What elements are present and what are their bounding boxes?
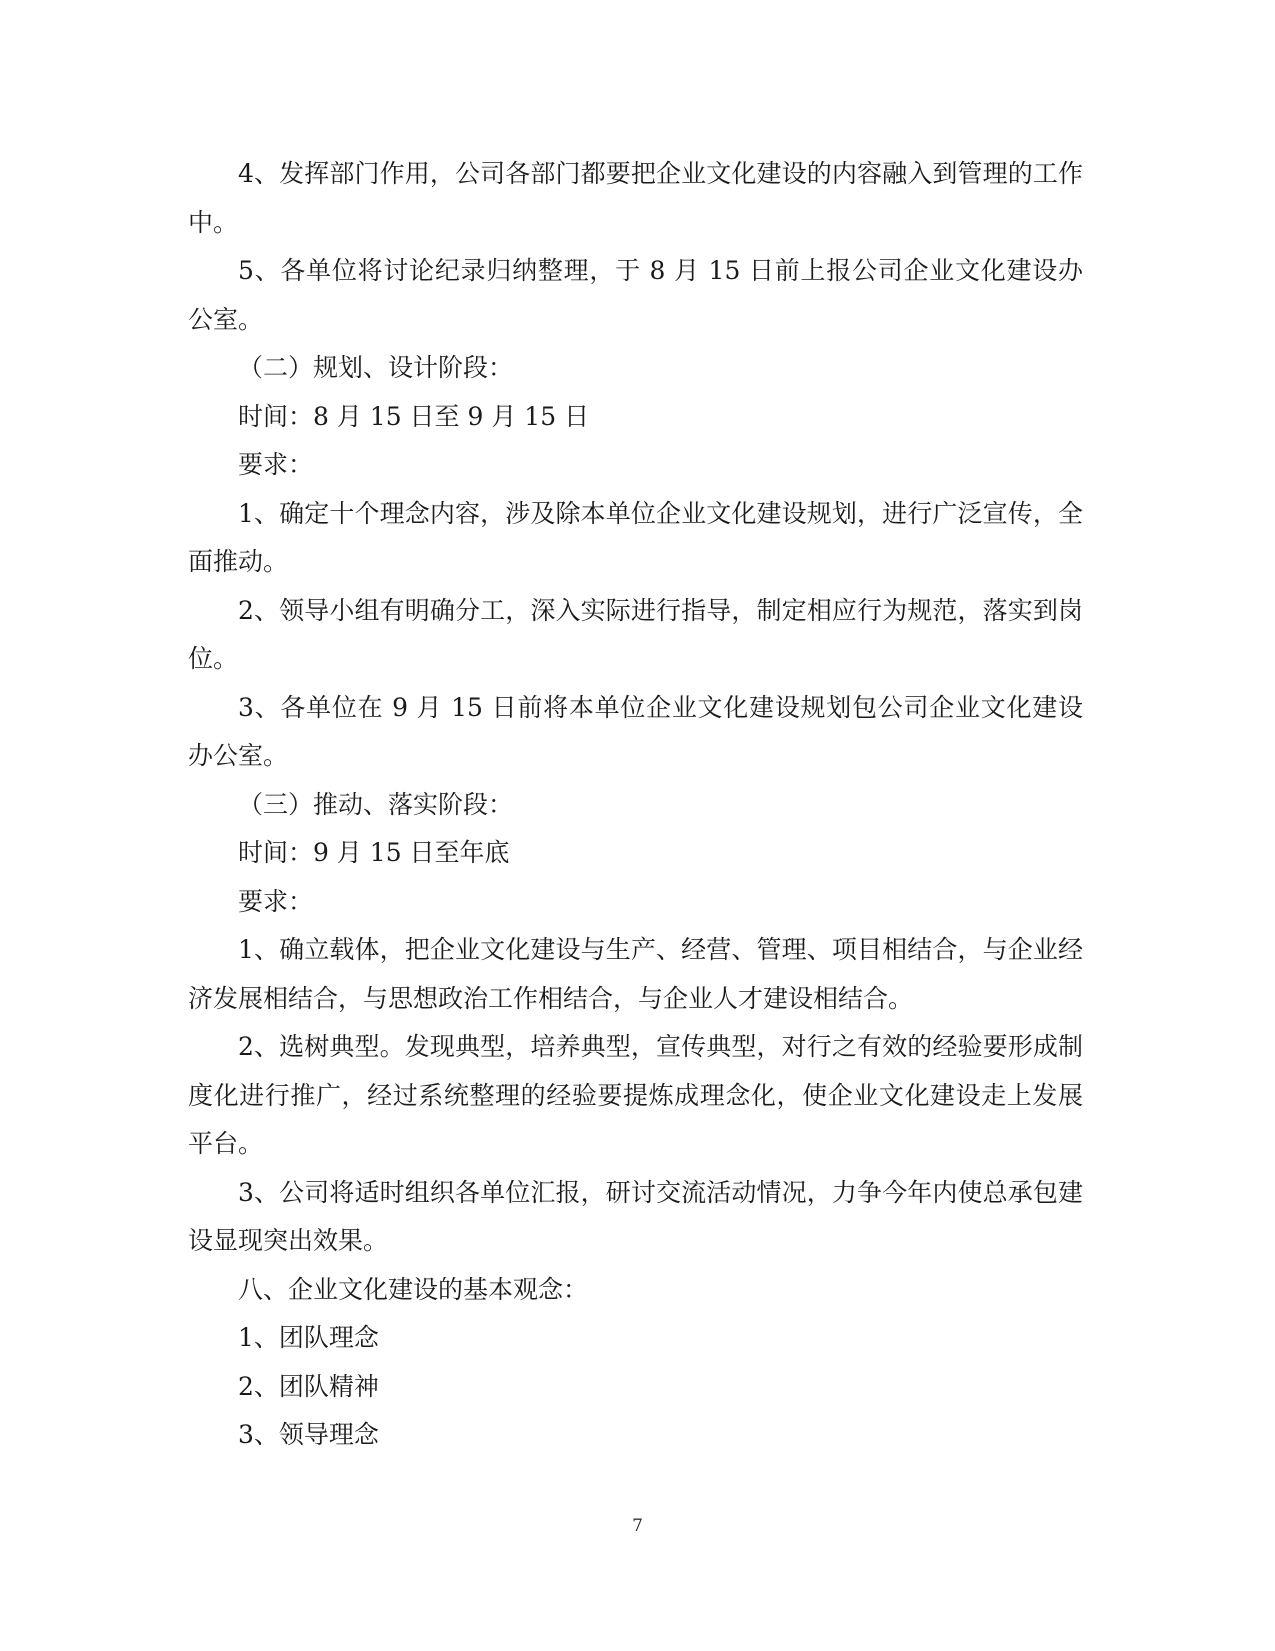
paragraph-planning-time: 时间：8 月 15 日至 9 月 15 日 — [238, 401, 590, 431]
paragraph-implementation-req-2: 2、选树典型。发现典型，培养典型，宣传典型，对行之有效的经验要形成制度化进行推广，经过系统整理的经验要提炼成理念化，使企业文化建设走上发展平台。 — [188, 1032, 1083, 1158]
paragraph-implementation-req-3: 3、公司将适时组织各单位汇报，研讨交流活动情况，力争今年内使总承包建设显现突出效果。 — [188, 1177, 1083, 1255]
document-body — [188, 150, 1083, 1460]
paragraph-dept-role: 4、发挥部门作用，公司各部门都要把企业文化建设的内容融入到管理的工作中。 — [188, 159, 1083, 237]
section-heading-basic-concepts: 八、企业文化建设的基本观念： — [238, 1274, 589, 1304]
paragraph-implementation-requirements-label: 要求： — [238, 886, 314, 916]
paragraph-planning-req-3: 3、各单位在 9 月 15 日前将本单位企业文化建设规划包公司企业文化建设办公室。 — [188, 692, 1083, 770]
paragraph-planning-req-1: 1、确定十个理念内容，涉及除本单位企业文化建设规划，进行广泛宣传，全面推动。 — [188, 498, 1083, 576]
page-number: 7 — [632, 1516, 643, 1536]
paragraph-planning-req-2: 2、领导小组有明确分工，深入实际进行指导，制定相应行为规范，落实到岗位。 — [188, 595, 1083, 673]
section-heading-implementation: （三）推动、落实阶段： — [238, 789, 514, 819]
paragraph-implementation-req-1: 1、确立载体，把企业文化建设与生产、经营、管理、项目相结合，与企业经济发展相结合，与思想政治工作相结合，与企业人才建设相结合。 — [188, 935, 1083, 1013]
paragraph-implementation-time: 时间：9 月 15 日至年底 — [238, 838, 510, 867]
section-heading-planning: （二）规划、设计阶段： — [238, 353, 514, 382]
paragraph-planning-requirements-label: 要求： — [238, 450, 314, 479]
paragraph-report-minutes: 5、各单位将讨论纪录归纳整理，于 8 月 15 日前上报公司企业文化建设办公室。 — [188, 256, 1083, 334]
list-item-leadership-concept: 3、领导理念 — [238, 1420, 379, 1449]
list-item-team-concept: 1、团队理念 — [238, 1323, 379, 1352]
list-item-team-spirit: 2、团队精神 — [238, 1371, 379, 1401]
